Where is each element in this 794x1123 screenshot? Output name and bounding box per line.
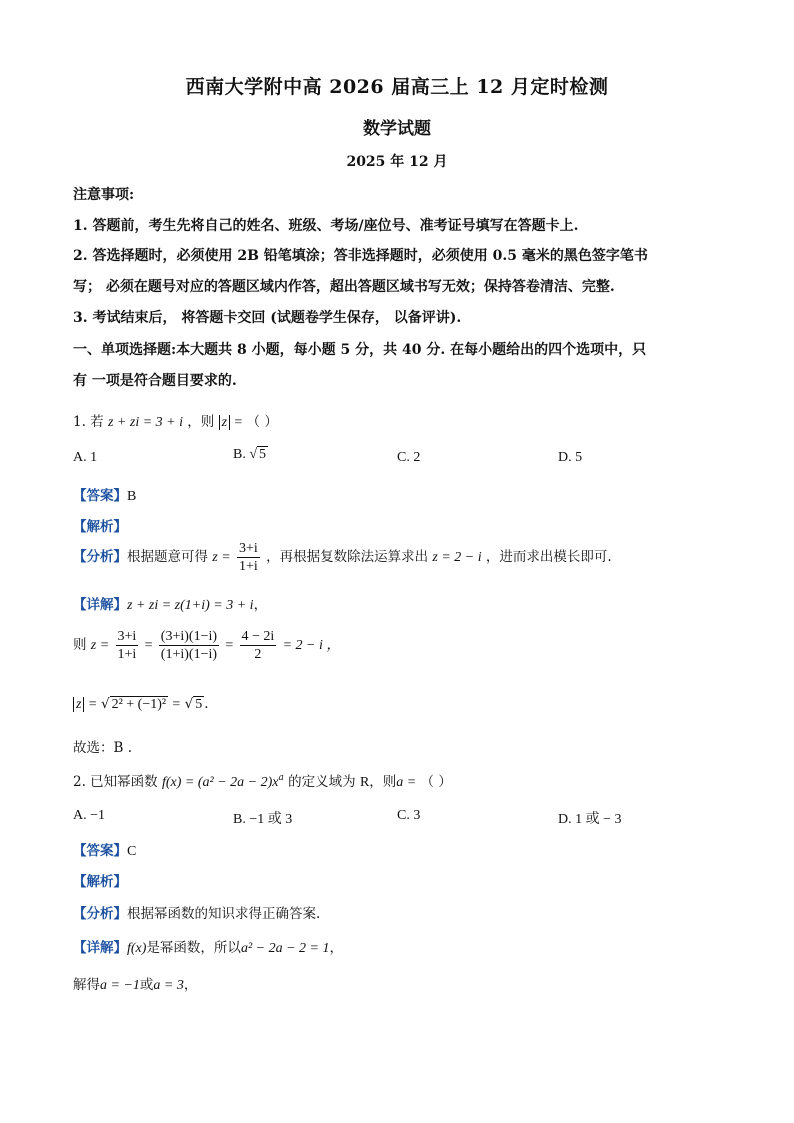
section-1-line1: 一、单项选择题:本大题共 8 小题，每小题 5 分，共 40 分. 在每小题给出的四个选项中，只 bbox=[73, 342, 647, 358]
q1-fenxi-result: z = 2 − i bbox=[432, 550, 482, 565]
q1-xj2-z: z = bbox=[90, 638, 110, 653]
q1-answer bbox=[73, 484, 136, 505]
note-3: 3. 考试结束后， 将答题卡交回 (试题卷学生保存， 以备评讲). bbox=[73, 310, 462, 326]
fraction-numerator: (3+i)(1−i) bbox=[160, 629, 218, 644]
q1-fenxi-fraction bbox=[237, 540, 260, 575]
section-1-line2: 有 一项是符合题目要求的. bbox=[73, 373, 237, 389]
q2-fenxi-text: 根据幂函数的知识求得正确答案. bbox=[127, 906, 321, 922]
q1-fenxi bbox=[73, 540, 612, 575]
fraction-numerator: 3+i bbox=[239, 541, 258, 556]
note-2b: 写； 必须在题号对应的答题区域内作答，超出答题区域书写无效；保持答卷清洁、完整. bbox=[73, 279, 615, 295]
q1-xj3-abs-z: z bbox=[73, 697, 84, 712]
q1-fenxi-z: z = bbox=[212, 550, 231, 565]
q2-xj2-b: a = 3 bbox=[153, 978, 184, 993]
question-2 bbox=[73, 770, 452, 791]
exam-date: 2025 年 12 月 bbox=[346, 154, 448, 170]
q2-xj1-eq: a² − 2a − 2 = 1 bbox=[240, 941, 330, 956]
q1-xj3-result: 5 bbox=[195, 697, 203, 712]
notes-heading: 注意事项: bbox=[73, 187, 135, 203]
q2-function: f(x) = (a² − 2a − 2)x bbox=[161, 775, 279, 790]
q1-analysis-tag: 【解析】 bbox=[73, 519, 127, 535]
fraction-denominator: 1+i bbox=[239, 559, 258, 574]
q1-xj2-end: = 2 − i ， bbox=[282, 638, 341, 653]
sqrt-icon: √ bbox=[249, 447, 258, 462]
answer-tag: 【答案】 bbox=[73, 488, 127, 504]
q2-answer bbox=[73, 839, 136, 860]
fraction-denominator: 1+i bbox=[117, 647, 137, 662]
fraction-numerator: 3+i bbox=[117, 629, 137, 644]
q1-abs-z: z bbox=[219, 415, 230, 430]
q1-equation: z + zi = 3 + i bbox=[107, 415, 183, 430]
equals-sign: = bbox=[225, 638, 234, 653]
equals-sign: = bbox=[88, 697, 97, 712]
q2-domain: R bbox=[359, 775, 370, 790]
page-title: 西南大学附中高 2026 届高三上 12 月定时检测 bbox=[185, 76, 609, 98]
fenxi-tag: 【分析】 bbox=[73, 906, 127, 922]
q1-option-b-radicand: 5 bbox=[259, 447, 267, 462]
q1-paren: （ ） bbox=[246, 414, 278, 430]
q1-xiangjie-3 bbox=[73, 696, 208, 713]
q1-xj2-frac-3 bbox=[240, 628, 277, 663]
q1-option-b-label: B. bbox=[233, 447, 246, 462]
q2-xj1-a: 是幂函数，所以 bbox=[146, 940, 241, 956]
answer-tag: 【答案】 bbox=[73, 843, 127, 859]
q2-prefix: 2. 已知幂函数 bbox=[73, 774, 158, 790]
equals-sign: = bbox=[144, 638, 153, 653]
q1-xj1-end: ， bbox=[253, 597, 268, 613]
q1-mid: ，则 bbox=[187, 414, 215, 430]
fraction-numerator: 4 − 2i bbox=[241, 629, 275, 644]
sqrt-icon: √ bbox=[100, 696, 110, 712]
q1-xj1-eq: z + zi = z(1+i) = 3 + i bbox=[127, 598, 254, 613]
xiangjie-tag: 【详解】 bbox=[73, 940, 127, 956]
fraction-denominator: (1+i)(1−i) bbox=[160, 647, 218, 662]
q1-conclusion: 故选：B . bbox=[73, 740, 133, 756]
fenxi-tag: 【分析】 bbox=[73, 549, 127, 565]
q1-fenxi-b: ，再根据复数除法运算求出 bbox=[266, 549, 429, 565]
q2-xj2-or: 或 bbox=[139, 977, 154, 993]
q2-option-a: A. −1 bbox=[73, 808, 106, 823]
q1-xiangjie-1 bbox=[73, 593, 267, 614]
subject-title: 数学试题 bbox=[363, 119, 431, 139]
q2-mid: 的定义域为 bbox=[288, 774, 356, 790]
q1-answer-value: B bbox=[127, 489, 137, 504]
q2-xj1-end: ， bbox=[329, 940, 343, 956]
q1-xj3-radicand: 2² + (−1)² bbox=[111, 697, 167, 712]
q1-option-d: D. 5 bbox=[558, 450, 583, 465]
q2-xj2-a: a = −1 bbox=[100, 978, 140, 993]
q1-xj2-pre: 则 bbox=[73, 637, 87, 653]
q2-xiangjie-1 bbox=[73, 936, 343, 957]
q2-xj1-f: f(x) bbox=[127, 941, 147, 956]
q2-analysis-tag: 【解析】 bbox=[73, 874, 127, 890]
q2-option-c: C. 3 bbox=[397, 808, 421, 823]
q1-eq-sign: = bbox=[234, 415, 243, 430]
q1-option-b bbox=[233, 446, 268, 463]
q2-answer-value: C bbox=[127, 844, 137, 859]
q1-option-c: C. 2 bbox=[397, 450, 421, 465]
q2-function-exponent: a bbox=[278, 773, 284, 783]
q2-tail: ，则 bbox=[369, 774, 397, 790]
q1-fenxi-a: 根据题意可得 bbox=[127, 549, 208, 565]
question-1 bbox=[73, 410, 278, 431]
q2-option-b: B. −1 或 3 bbox=[233, 812, 293, 827]
q1-prefix: 1. 若 bbox=[73, 414, 104, 430]
q2-xj2-end: ， bbox=[183, 977, 198, 993]
q1-fenxi-c: ，进而求出模长即可. bbox=[485, 549, 612, 565]
q1-option-a: A. 1 bbox=[73, 450, 98, 465]
q1-xj3-end: . bbox=[204, 696, 209, 712]
q2-xj2-pre: 解得 bbox=[73, 977, 100, 993]
q2-paren: （ ） bbox=[420, 774, 452, 790]
q1-xj2-frac-2 bbox=[159, 628, 219, 663]
note-2a: 2. 答选择题时，必须使用 2B 铅笔填涂；答非选择题时，必须使用 0.5 毫米的黑色签字笔书 bbox=[73, 248, 648, 264]
xiangjie-tag: 【详解】 bbox=[73, 597, 127, 613]
q2-ask: a = bbox=[396, 775, 417, 790]
q1-xj2-frac-1 bbox=[116, 628, 139, 663]
q2-fenxi bbox=[73, 902, 320, 922]
q2-option-d: D. 1 或 − 3 bbox=[558, 812, 622, 827]
q1-xiangjie-2 bbox=[73, 628, 340, 663]
fraction-denominator: 2 bbox=[254, 647, 262, 662]
q1-xj3-mid: = bbox=[172, 697, 181, 712]
q2-xiangjie-2 bbox=[73, 973, 197, 994]
sqrt-icon: √ bbox=[184, 696, 194, 712]
note-1: 1. 答题前，考生先将自己的姓名、班级、考场/座位号、准考证号填写在答题卡上. bbox=[73, 218, 579, 234]
